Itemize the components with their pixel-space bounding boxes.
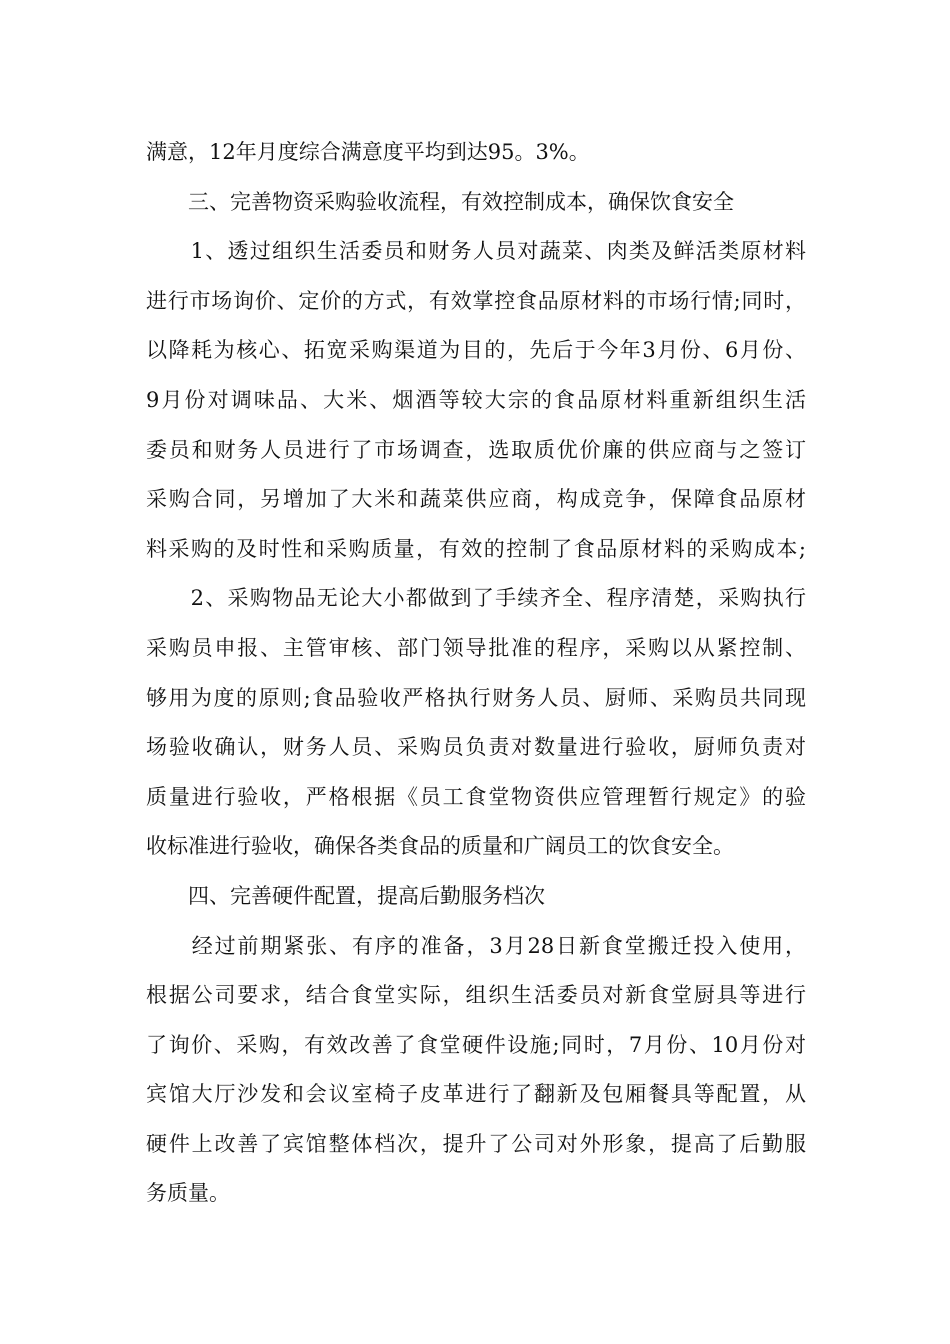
text-line: 场验收确认，财务人员、采购员负责对数量进行验收，厨师负责对 [146, 735, 806, 760]
text-line: 够用为度的原则;食品验收严格执行财务人员、厨师、采购员共同现 [146, 685, 806, 710]
text-line: 1、透过组织生活委员和财务人员对蔬菜、肉类及鲜活类原材料 [146, 239, 806, 264]
document-body [146, 128, 806, 1219]
text-line: 经过前期紧张、有序的准备，3月28日新食堂搬迁投入使用， [146, 933, 806, 958]
text-line: 质量进行验收，严格根据《员工食堂物资供应管理暂行规定》的验 [146, 784, 806, 809]
text-line: 硬件上改善了宾馆整体档次，提升了公司对外形象，提高了后勤服 [146, 1131, 806, 1156]
text-line: 务质量。 [146, 1181, 230, 1206]
text-line: 了询价、采购，有效改善了食堂硬件设施;同时，7月份、10月份对 [146, 1032, 806, 1057]
text-line: 2、采购物品无论大小都做到了手续齐全、程序清楚，采购执行 [146, 586, 806, 611]
text-line: 9月份对调味品、大米、烟酒等较大宗的食品原材料重新组织生活 [146, 387, 806, 412]
text-line: 满意，12年月度综合满意度平均到达95。3%。 [146, 140, 590, 164]
text-line: 委员和财务人员进行了市场调查，选取质优价廉的供应商与之签订 [146, 437, 806, 462]
text-line: 根据公司要求，结合食堂实际，组织生活委员对新食堂厨具等进行 [146, 983, 806, 1008]
text-line: 采购合同，另增加了大米和蔬菜供应商，构成竞争，保障食品原材 [146, 487, 806, 512]
text-line: 以降耗为核心、拓宽采购渠道为目的，先后于今年3月份、6月份、 [146, 338, 806, 363]
section-heading-3: 三、完善物资采购验收流程，有效控制成本，确保饮食安全 [146, 189, 734, 214]
text-line: 采购员申报、主管审核、部门领导批准的程序，采购以从紧控制、 [146, 635, 806, 660]
text-line: 收标准进行验收，确保各类食品的质量和广阔员工的饮食安全。 [146, 834, 734, 859]
text-line: 宾馆大厅沙发和会议室椅子皮革进行了翻新及包厢餐具等配置，从 [146, 1082, 806, 1107]
text-line: 进行市场询价、定价的方式，有效掌控食品原材料的市场行情;同时， [146, 288, 806, 313]
section-heading-4: 四、完善硬件配置，提高后勤服务档次 [146, 883, 545, 908]
text-line: 料采购的及时性和采购质量，有效的控制了食品原材料的采购成本; [146, 536, 806, 561]
